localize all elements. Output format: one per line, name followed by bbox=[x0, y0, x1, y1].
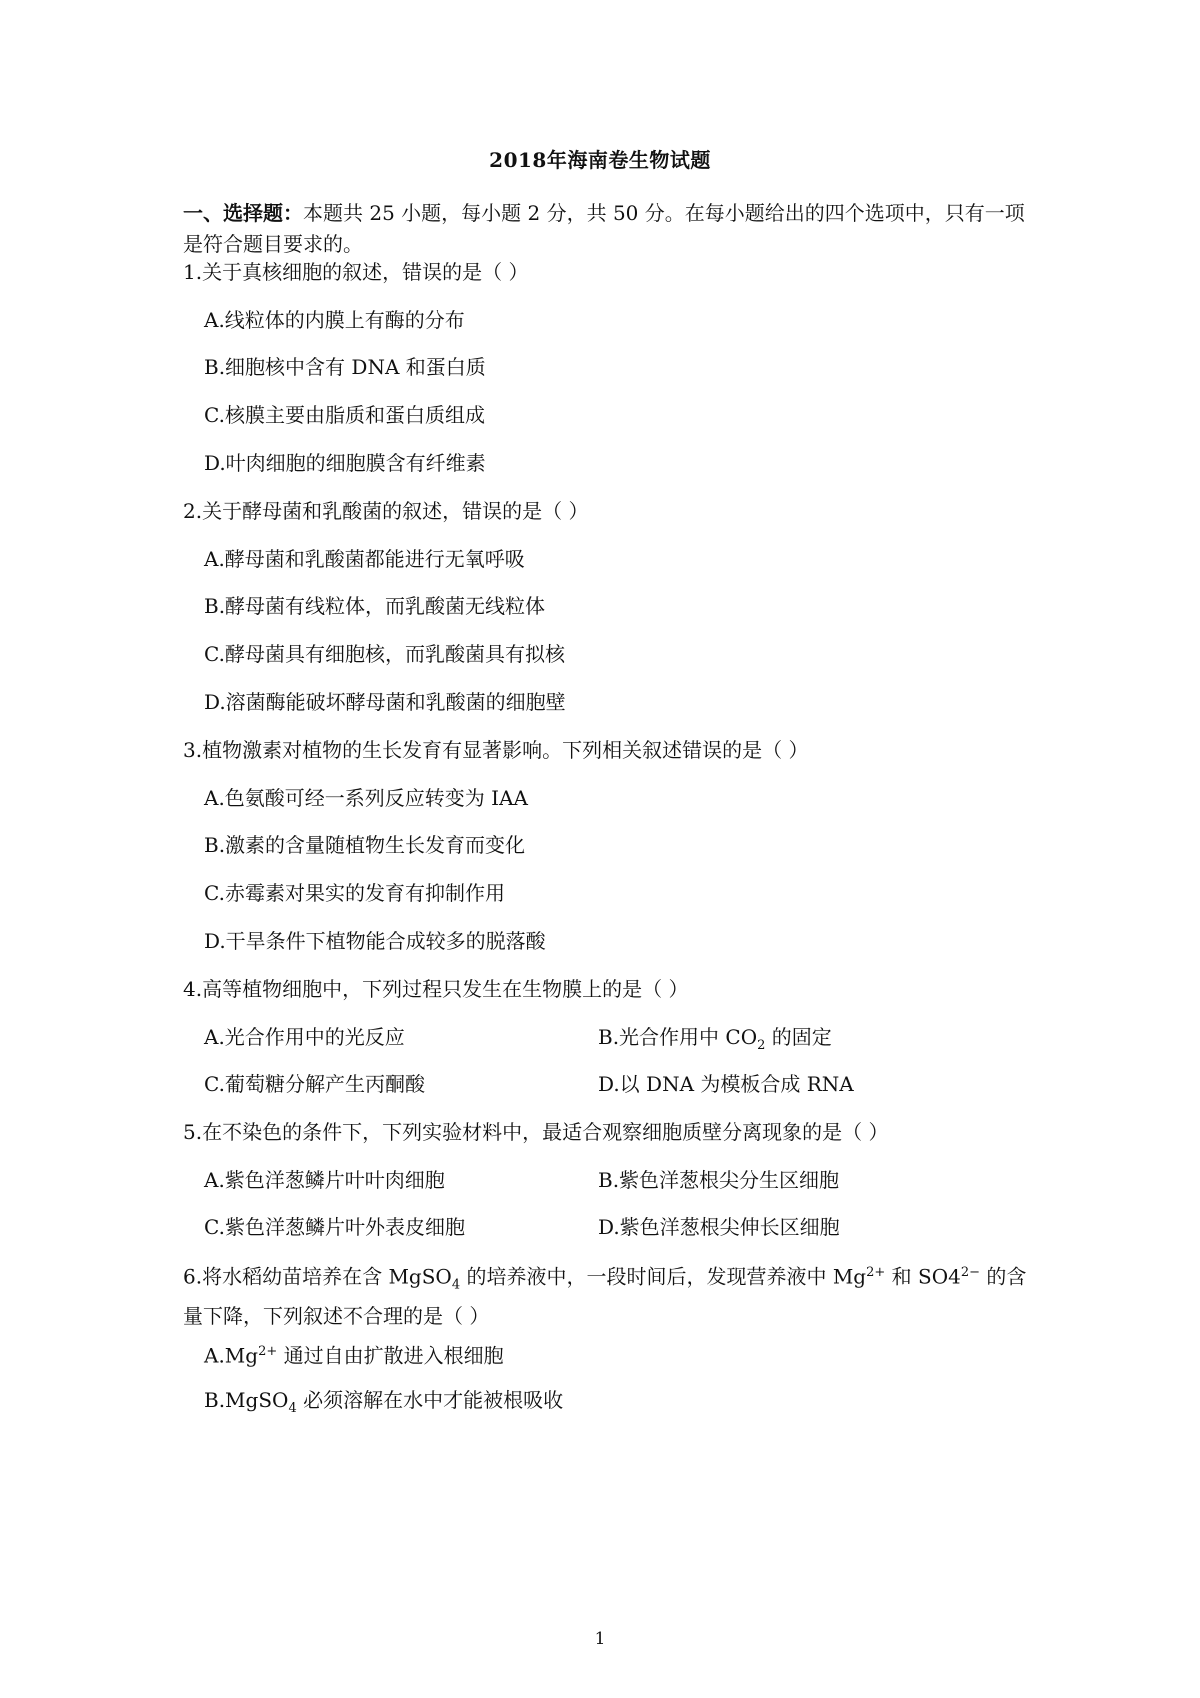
question-5-stem: 5.在不染色的条件下，下列实验材料中，最适合观察细胞质壁分离现象的是（ ） bbox=[183, 1120, 889, 1144]
question-4-option-a: A.光合作用中的光反应 bbox=[204, 1025, 405, 1049]
question-2-stem: 2.关于酵母菌和乳酸菌的叙述，错误的是（ ） bbox=[183, 499, 589, 523]
question-5-option-a: A.紫色洋葱鳞片叶叶肉细胞 bbox=[204, 1168, 445, 1192]
question-6-option-a bbox=[204, 1338, 504, 1370]
question-4-option-b bbox=[598, 1023, 832, 1060]
question-5-option-b: B.紫色洋葱根尖分生区细胞 bbox=[598, 1168, 840, 1192]
question-2-option-c: C.酵母菌具有细胞核，而乳酸菌具有拟核 bbox=[204, 642, 565, 666]
question-6-stem bbox=[183, 1257, 1033, 1332]
question-3-option-d: D.干旱条件下植物能合成较多的脱落酸 bbox=[204, 929, 546, 953]
question-5-option-c: C.紫色洋葱鳞片叶外表皮细胞 bbox=[204, 1215, 465, 1239]
question-6-stem-superscript-2: 2− bbox=[960, 1265, 980, 1280]
question-3-option-a: A.色氨酸可经一系列反应转变为 IAA bbox=[204, 786, 528, 810]
question-1-option-c: C.核膜主要由脂质和蛋白质组成 bbox=[204, 403, 485, 427]
question-2-option-a: A.酵母菌和乳酸菌都能进行无氧呼吸 bbox=[204, 547, 525, 571]
question-1-option-d: D.叶肉细胞的细胞膜含有纤维素 bbox=[204, 451, 486, 475]
question-6-stem-part-3: 和 SO4 bbox=[885, 1264, 961, 1289]
question-6-stem-subscript: 4 bbox=[451, 1277, 461, 1293]
question-4-option-c: C.葡萄糖分解产生丙酮酸 bbox=[204, 1072, 425, 1096]
question-3-option-c: C.赤霉素对果实的发育有抑制作用 bbox=[204, 881, 505, 905]
section-instructions: 本题共 25 小题，每小题 2 分，共 50 分。在每小题给出的四个选项中，只有一项是符合题目要求的。 bbox=[183, 201, 1025, 256]
question-6-option-b-subscript: 4 bbox=[288, 1401, 297, 1416]
question-4-option-b-tail: 的固定 bbox=[765, 1025, 832, 1049]
question-1-stem: 1.关于真核细胞的叙述，错误的是（ ） bbox=[183, 260, 529, 284]
question-1-option-b: B.细胞核中含有 DNA 和蛋白质 bbox=[204, 355, 486, 379]
section-header bbox=[183, 198, 1033, 260]
question-6-option-b bbox=[204, 1386, 563, 1423]
page-title: 2018年海南卷生物试题 bbox=[489, 148, 711, 172]
question-1-option-a: A.线粒体的内膜上有酶的分布 bbox=[204, 308, 465, 332]
question-2-option-d: D.溶菌酶能破坏酵母菌和乳酸菌的细胞壁 bbox=[204, 690, 566, 714]
question-4-option-b-text: B.光合作用中 CO bbox=[598, 1025, 758, 1049]
question-6-stem-part-4: 的含量下降，下列叙述不合理的是（ ） bbox=[183, 1264, 1027, 1328]
question-6-option-b-part-1: B.MgSO bbox=[204, 1388, 289, 1412]
question-6-option-a-part-1: A.Mg bbox=[204, 1343, 259, 1368]
page-number: 1 bbox=[594, 1629, 606, 1649]
section-lead: 一、选择题： bbox=[183, 201, 303, 225]
question-6-stem-part-1: 6.将水稻幼苗培养在含 MgSO bbox=[183, 1264, 452, 1289]
question-4-option-b-subscript: 2 bbox=[757, 1038, 766, 1053]
question-4-option-d: D.以 DNA 为模板合成 RNA bbox=[598, 1072, 854, 1096]
question-6-stem-part-2: 的培养液中，一段时间后，发现营养液中 Mg bbox=[460, 1264, 867, 1289]
question-4-stem: 4.高等植物细胞中，下列过程只发生在生物膜上的是（ ） bbox=[183, 977, 689, 1001]
question-6-option-a-superscript: 2+ bbox=[258, 1344, 278, 1359]
question-6-option-a-part-2: 通过自由扩散进入根细胞 bbox=[277, 1343, 504, 1368]
question-3-stem: 3.植物激素对植物的生长发育有显著影响。下列相关叙述错误的是（ ） bbox=[183, 738, 809, 762]
question-5-option-d: D.紫色洋葱根尖伸长区细胞 bbox=[598, 1215, 840, 1239]
question-6-option-b-part-2: 必须溶解在水中才能被根吸收 bbox=[296, 1388, 564, 1412]
question-6-stem-superscript-1: 2+ bbox=[866, 1265, 886, 1280]
question-3-option-b: B.激素的含量随植物生长发育而变化 bbox=[204, 833, 526, 857]
question-2-option-b: B.酵母菌有线粒体，而乳酸菌无线粒体 bbox=[204, 594, 546, 618]
